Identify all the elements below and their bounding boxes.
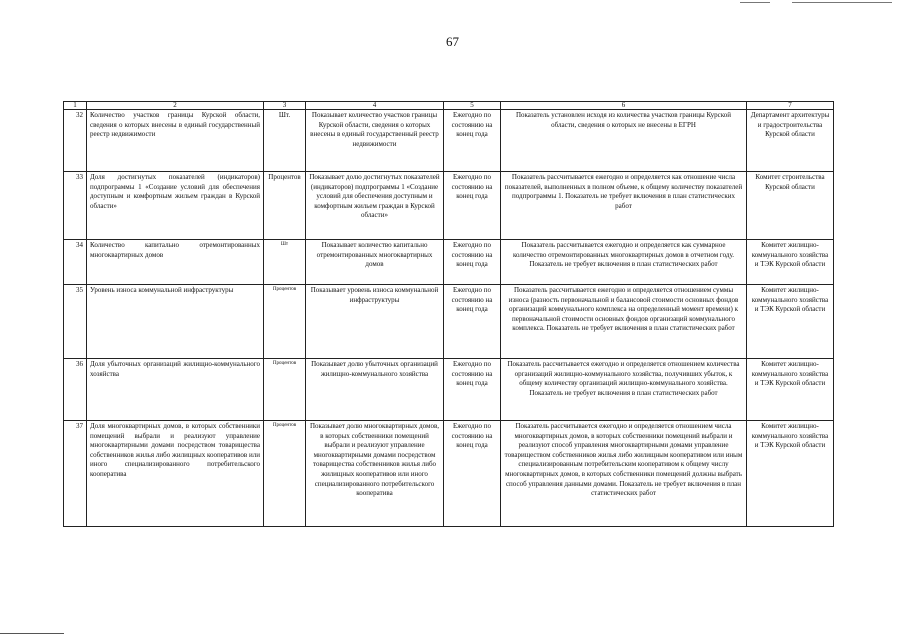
frequency-cell: Ежегодно по состоянию на конец года — [444, 240, 501, 285]
description-cell: Показывает уровень износа коммунальной инфраструктуры — [306, 285, 444, 359]
unit-cell: Процентов — [264, 172, 306, 240]
row-number: 32 — [64, 110, 87, 172]
unit-cell: Процентов — [264, 285, 306, 359]
column-number: 3 — [264, 102, 306, 110]
header-rule — [792, 2, 892, 3]
responsible-cell: Комитет жилищно-коммунального хозяйства и ТЭК Курской области — [747, 285, 834, 359]
indicator-name: Уровень износа коммунальной инфраструктуры — [87, 285, 264, 359]
column-number: 1 — [64, 102, 87, 110]
responsible-cell: Комитет жилищно-коммунального хозяйства и ТЭК Курской области — [747, 421, 834, 527]
method-cell: Показатель рассчитывается ежегодно и определяется отношением суммы износа (разность первоначальной и балансовой стоимости основных фондов организаций коммунального комплекса на определенный момент времени) к первоначальной стоимости основных фондов организаций коммунального комплекса. Показатель не требует включения в план статистических работ — [501, 285, 747, 359]
footer-rule — [0, 633, 64, 634]
indicator-name: Доля достигнутых показателей (индикаторов) подпрограммы 1 «Создание условий для обеспечения доступным и комфортным жильем граждан в Курской области» — [87, 172, 264, 240]
responsible-cell: Департамент архитектуры и градостроительства Курской области — [747, 110, 834, 172]
row-number: 35 — [64, 285, 87, 359]
column-number: 7 — [747, 102, 834, 110]
column-number: 6 — [501, 102, 747, 110]
method-cell: Показатель рассчитывается ежегодно и определяется отношением числа многоквартирных домов, в которых собственники помещений выбрали и реализуют способ управления многоквартирными домами управление товариществом собственников жилья либо жилищным кооперативом или иным специализированным потребительским кооперативом к общему числу многоквартирных домов, в которых собственники помещений должны выбрать способ управления данными домами. Показатель не требует включения в план статистических работ — [501, 421, 747, 527]
frequency-cell: Ежегодно по состоянию на конец года — [444, 359, 501, 421]
table-row — [64, 359, 834, 421]
description-cell: Показывает количество участков границы Курской области, сведения о которых внесены в единый государственный реестр недвижимости — [306, 110, 444, 172]
responsible-cell: Комитет жилищно-коммунального хозяйства и ТЭК Курской области — [747, 240, 834, 285]
column-number: 4 — [306, 102, 444, 110]
row-number: 37 — [64, 421, 87, 527]
unit-cell: Процентов — [264, 359, 306, 421]
frequency-cell: Ежегодно по состоянию на конец года — [444, 421, 501, 527]
column-number: 5 — [444, 102, 501, 110]
description-cell: Показывает долю достигнутых показателей (индикаторов) подпрограммы 1 «Создание условий для обеспечения доступным и комфортным жильем граждан в Курской области» — [306, 172, 444, 240]
table-row — [64, 240, 834, 285]
unit-cell: Шт — [264, 240, 306, 285]
unit-cell: Шт. — [264, 110, 306, 172]
method-cell: Показатель рассчитывается ежегодно и определяется как суммарное количество отремонтированных многоквартирных домов в отчетном году. Показатель не требует включения в план статистических работ — [501, 240, 747, 285]
indicator-name: Количество капитально отремонтированных многоквартирных домов — [87, 240, 264, 285]
column-number: 2 — [87, 102, 264, 110]
indicators-table — [63, 101, 834, 527]
table-header-row — [64, 102, 834, 110]
row-number: 36 — [64, 359, 87, 421]
description-cell: Показывает количество капитально отремонтированных многоквартирных домов — [306, 240, 444, 285]
description-cell: Показывает долю убыточных организаций жилищно-коммунального хозяйства — [306, 359, 444, 421]
indicator-name: Доля убыточных организаций жилищно-коммунального хозяйства — [87, 359, 264, 421]
indicator-name: Количество участков границы Курской области, сведения о которых внесены в единый государственный реестр недвижимости — [87, 110, 264, 172]
method-cell: Показатель рассчитывается ежегодно и определяется отношением количества организаций жилищно-коммунального хозяйства, получивших убыток, к общему количеству организаций жилищно-коммунального хозяйства. Показатель не требует включения в план статистических работ — [501, 359, 747, 421]
table-row — [64, 421, 834, 527]
responsible-cell: Комитет жилищно-коммунального хозяйства и ТЭК Курской области — [747, 359, 834, 421]
frequency-cell: Ежегодно по состоянию на конец года — [444, 285, 501, 359]
table-row — [64, 172, 834, 240]
description-cell: Показывает долю многоквартирных домов, в которых собственники помещений выбрали и реализуют управление многоквартирными домами посредством товарищества собственников жилья либо жилищных кооперативов или иного специализированного потребительского кооператива — [306, 421, 444, 527]
unit-cell: Процентов — [264, 421, 306, 527]
method-cell: Показатель установлен исходя из количества участков границы Курской области, сведения о которых не внесены в ЕГРН — [501, 110, 747, 172]
row-number: 34 — [64, 240, 87, 285]
table-row — [64, 110, 834, 172]
table-row — [64, 285, 834, 359]
method-cell: Показатель рассчитывается ежегодно и определяется как отношение числа показателей, выполненных в полном объеме, к общему количеству показателей подпрограммы 1. Показатель не требует включения в план статистических работ — [501, 172, 747, 240]
frequency-cell: Ежегодно по состоянию на конец года — [444, 110, 501, 172]
header-rule — [740, 2, 770, 3]
row-number: 33 — [64, 172, 87, 240]
page-number: 67 — [446, 34, 459, 49]
responsible-cell: Комитет строительства Курской области — [747, 172, 834, 240]
frequency-cell: Ежегодно по состоянию на конец года — [444, 172, 501, 240]
indicator-name: Доля многоквартирных домов, в которых собственники помещений выбрали и реализуют управление многоквартирными домами посредством товарищества собственников жилья либо жилищных кооперативов или иного специализированного потребительского кооператива — [87, 421, 264, 527]
